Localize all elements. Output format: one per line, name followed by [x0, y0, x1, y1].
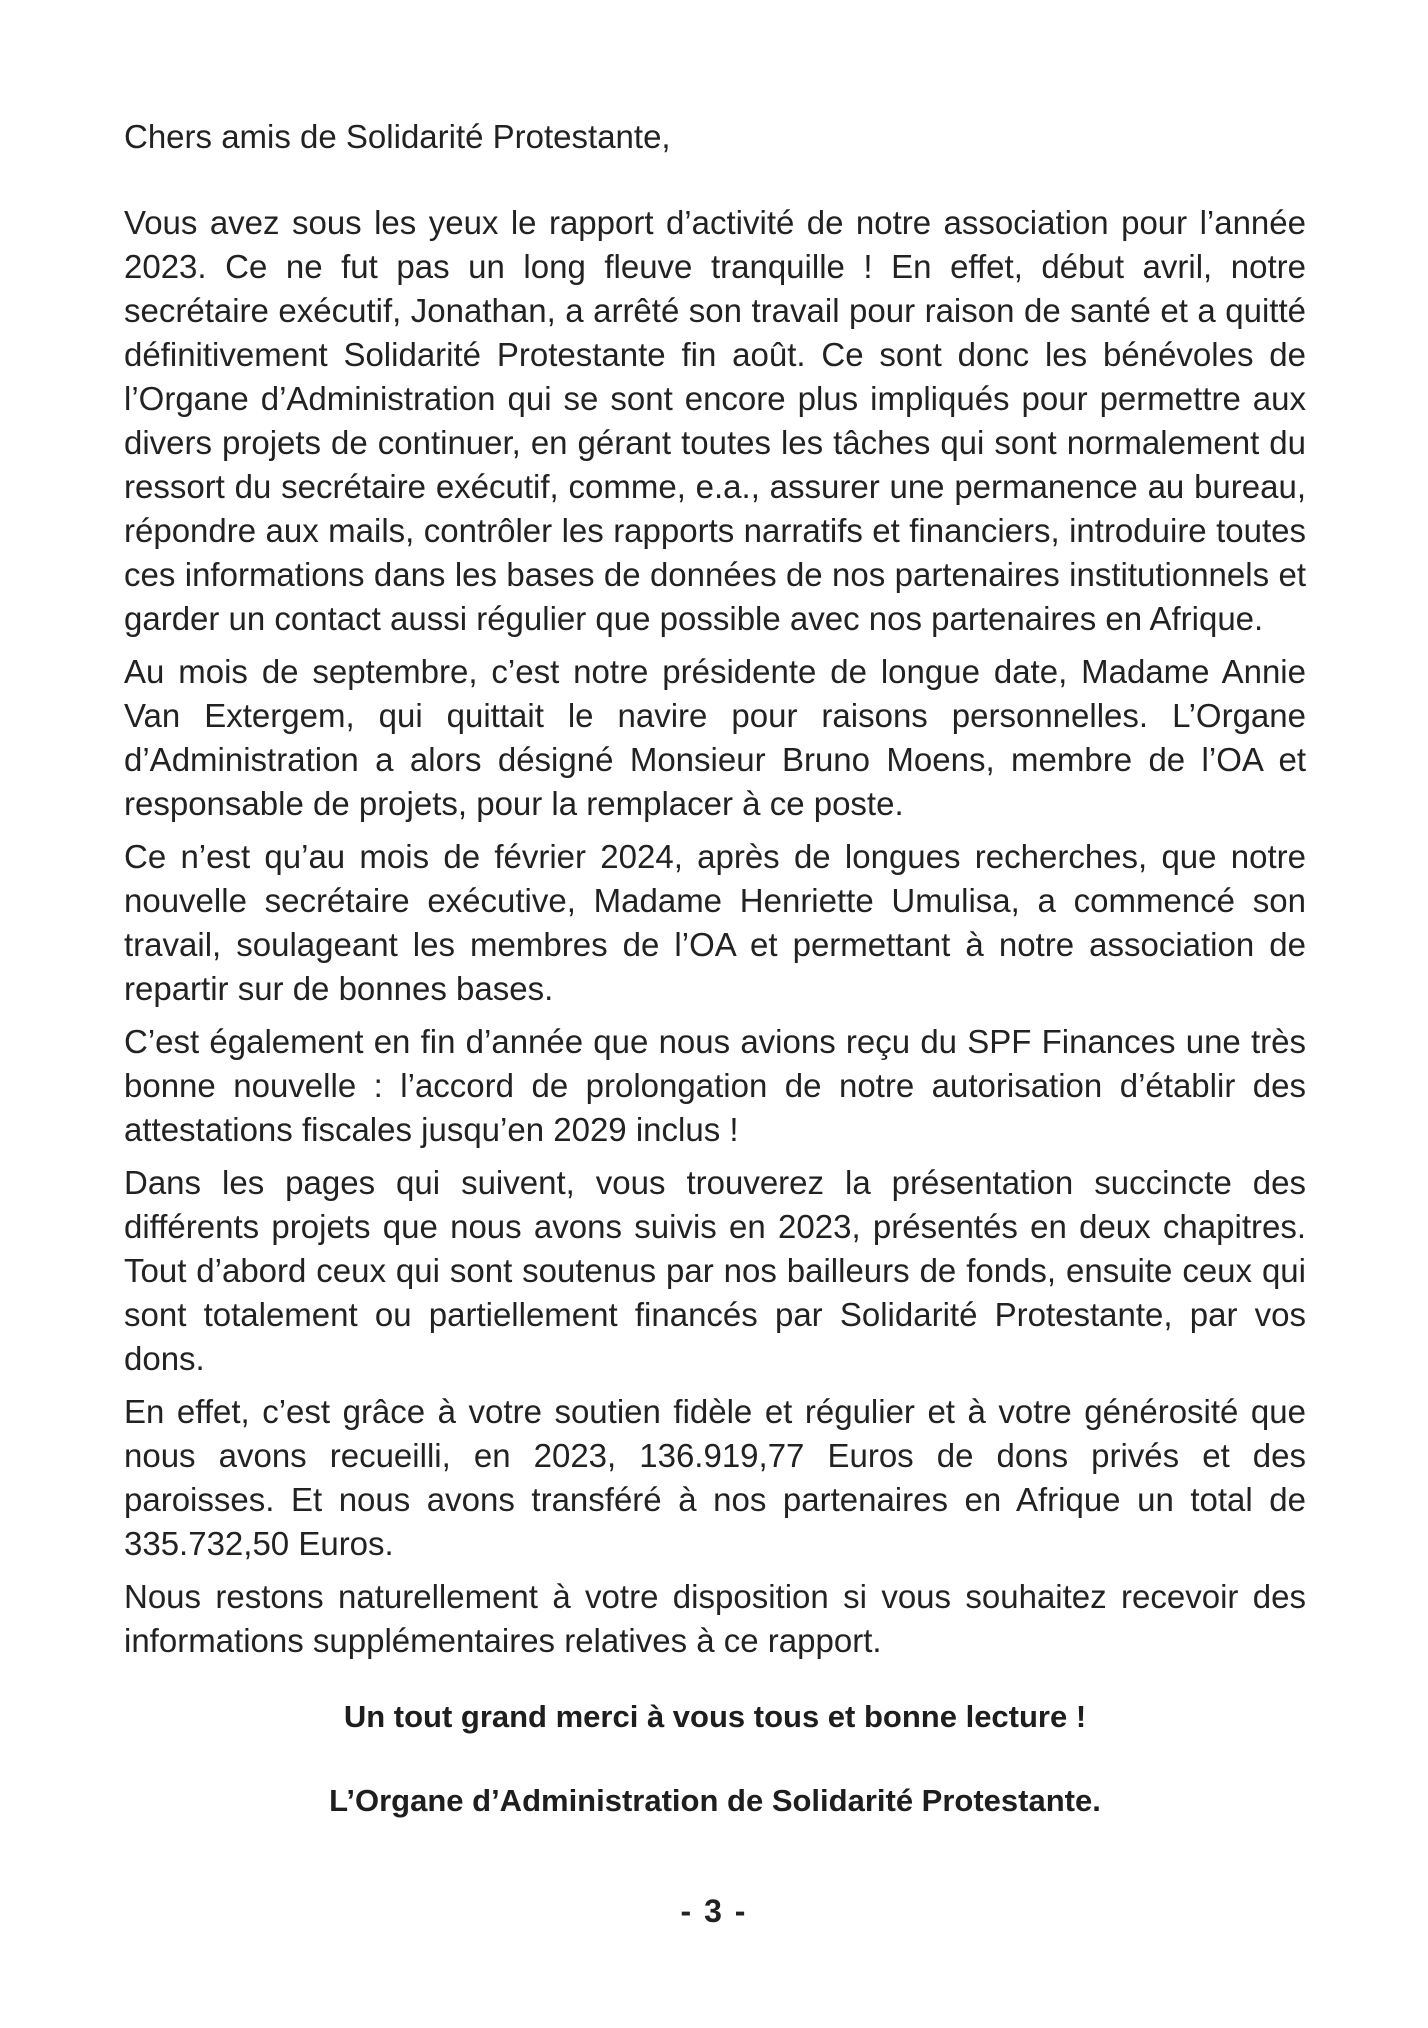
paragraph-intro: Vous avez sous les yeux le rapport d’activité de notre association pour l’année 2023. Ce ne fut pas un long fleuve tranquille ! En effet, début avril, notre secrétaire exécutif, Jonathan, a arrêté son travail pour raison de santé et a quitté définitivement Solidarité Protestante fin août. Ce sont donc les bénévoles de l’Organe d’Administration qui se sont encore plus impliqués pour permettre aux divers projets de continuer, en gérant toutes les tâches qui sont normalement du ressort du secrétaire exécutif, comme, e.a., assurer une permanence au bureau, répondre aux mails, contrôler les rapports narratifs et financiers, introduire toutes ces informations dans les bases de données de nos partenaires institutionnels et garder un contact aussi régulier que possible avec nos partenaires en Afrique.	[124, 204, 1306, 637]
closing-thanks: Un tout grand merci à vous tous et bonne lecture !	[343, 1699, 1087, 1734]
letter-body	[124, 115, 1306, 1821]
paragraph-president: Au mois de septembre, c’est notre présidente de longue date, Madame Annie Van Extergem, qui quittait le navire pour raisons personnelles. L’Organe d’Administration a alors désigné Monsieur Bruno Moens, membre de l’OA et responsable de projets, pour la remplacer à ce poste.	[124, 653, 1306, 822]
salutation: Chers amis de Solidarité Protestante,	[124, 118, 671, 155]
paragraph-new-secretary: Ce n’est qu’au mois de février 2024, après de longues recherches, que notre nouvelle secrétaire exécutive, Madame Henriette Umulisa, a commencé son travail, soulageant les membres de l’OA et permettant à notre association de repartir sur de bonnes bases.	[124, 838, 1306, 1007]
signature: L’Organe d’Administration de Solidarité Protestante.	[329, 1783, 1101, 1818]
paragraph-donations: En effet, c’est grâce à votre soutien fidèle et régulier et à votre générosité que nous avons recueilli, en 2023, 136.919,77 Euros de dons privés et des paroisses. Et nous avons transféré à nos partenaires en Afrique un total de 335.732,50 Euros.	[124, 1393, 1306, 1562]
paragraph-contact: Nous restons naturellement à votre disposition si vous souhaitez recevoir des informations supplémentaires relatives à ce rapport.	[124, 1578, 1306, 1659]
paragraph-spf-finances: C’est également en fin d’année que nous avions reçu du SPF Finances une très bonne nouvelle : l’accord de prolongation de notre autorisation d’établir des attestations fiscales jusqu’en 2029 inclus !	[124, 1023, 1306, 1148]
paragraph-projects: Dans les pages qui suivent, vous trouverez la présentation succincte des différents projets que nous avons suivis en 2023, présentés en deux chapitres. Tout d’abord ceux qui sont soutenus par nos bailleurs de fonds, ensuite ceux qui sont totalement ou partiellement financés par Solidarité Protestante, par vos dons.	[124, 1164, 1306, 1377]
page-number: - 3 -	[680, 1893, 748, 1929]
